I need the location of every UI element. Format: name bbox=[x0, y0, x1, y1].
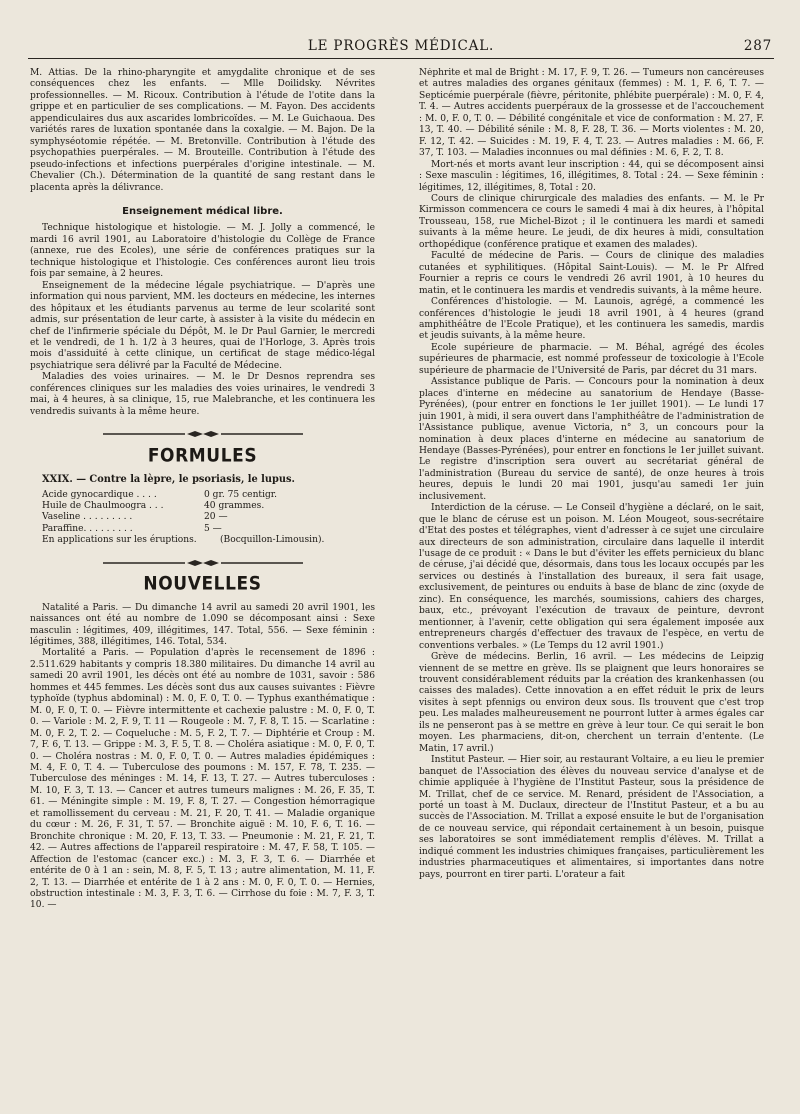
paragraph-institut-pasteur: Institut Pasteur. — Hier soir, au restaurant Voltaire, a eu lieu le premier banquet de l'Association des élèves du nouveau service d'analyse et de chimie appliquée à l'hygiène de l'Institut Pasteur, sous la présidence de M. Trillat, chef de ce service. M. Renard, président de l'Association, a porté un toast à M. Duclaux, directeur de l'Institut Pasteur, et a bu au succès de l'Association. M. Trillat a exposé ensuite le but de l'organisation de ce nouveau service, qui répondait certainement à un besoin, puisque ses laboratoires se sont immédiatement remplis d'élèves. M. Trillat a indiqué comment les industries chimiques françaises, particulièrement les industries pharmaceutiques et alimentaires, si importantes dans notre pays, pourront en tirer parti. L'orateur a fait bbox=[419, 755, 764, 880]
paragraph-mortalite-continued: Néphrite et mal de Bright : M. 17, F. 9, T. 26. — Tumeurs non cancéreuses et autres maladies des organes génitaux (femmes) : M. 1, F. 6, T. 7. — Septicémie puerpérale (fièvre, péritonite, phlébite puerpérale) : M. 0, F. 4, T. 4. — Autres accidents puerpéraux de la grossesse et de l'accouchement : M. 0, F. 0, T. 0. — Débilité congénitale et vice de conformation : M. 27, F. 13, T. 40. — Débilité sénile : M. 8, F. 28, T. 36. — Morts violentes : M. 20, F. 12, T. 42. — Suicides : M. 19, F. 4, T. 23. — Autres maladies : M. 66, F. 37, T. 103. — Maladies inconnues ou mal définies : M. 6, F. 2, T. 8. bbox=[419, 68, 764, 159]
nouvelles-heading: NOUVELLES bbox=[143, 573, 262, 596]
formula-quantity: 40 grammes. bbox=[204, 500, 265, 511]
section-title-enseignement: Enseignement médical libre. bbox=[122, 205, 283, 217]
paragraph-medecine-legale: Enseignement de la médecine légale psychiatrique. — D'après une information qui nous parvient, MM. les docteurs en médecine, les internes des hôpitaux et les étudiants parvenus au terme de leur scolarité sont admis, sur présentation de leur carte, à assister à la visite du médecin en chef de l'infirmerie spéciale du Dépôt, M. le Dr Paul Garnier, le mercredi et le vendredi, de 1 h. 1/2 à 3 heures, quai de l'Horloge, 3. Après trois mois d'assiduité à cette clinique, un certificat de stage médico-légal psychiatrique sera délivré par la Faculté de Médecine. bbox=[30, 280, 375, 371]
paragraph-voies-urinaires: Maladies des voies urinaires. — M. le Dr Desnos reprendra ses conférences cliniques sur les maladies des voies urinaires, le vendredi 3 mai, à 4 heures, à sa clinique, 15, rue Malebranche, et les continuera les vendredis suivants à la même heure. bbox=[30, 372, 375, 417]
running-head bbox=[28, 38, 774, 59]
thesis-list-paragraph: M. Attias. De la rhino-pharyngite et amygdalite chronique et de ses conséquences chez les enfants. — Mlle Doilidsky. Névrites professionnelles. — M. Ricoux. Contribution à l'étude de l'otite dans la grippe et en particulier de ses complications. — M. Fayon. Des accidents appendiculaires dus aux ascarides lombricoïdes. — M. Le Guichaoua. Des variétés rares de luxation spontanée dans la coxalgie. — M. Bajon. De la symphyséotomie répétée. — M. Bretonville. Contribution à l'étude des psychopathies puerpérales. — M. Brouteille. Contribution à l'étude des pseudo-infections et infections puerpérales d'origine intestinale. — M. Chevalier (Ch.). Détermination de la quantité de sang restant dans le placenta après la délivrance. bbox=[30, 68, 375, 193]
paragraph-natalite: Natalité a Paris. — Du dimanche 14 avril au samedi 20 avril 1901, les naissances ont été au nombre de 1.090 se décomposant ainsi : Sexe masculin : légitimes, 409, illégitimes, 147. Total, 556. — Sexe féminin : légitimes, 388, illégitimes, 146. Total, 534. bbox=[30, 602, 375, 648]
formula-row bbox=[30, 524, 375, 535]
formula-title: XXIX. — Contre la lèpre, le psoriasis, le lupus. bbox=[42, 474, 295, 486]
formula-row bbox=[30, 512, 375, 523]
formula-application: En applications sur les éruptions. bbox=[42, 535, 197, 546]
formula-ingredient: Paraffine. . . . . . . . . bbox=[42, 523, 133, 534]
paragraph-greve-medecins: Grève de médecins. Berlin, 16 avril. — Les médecins de Leipzig viennent de se mettre en grève. Ils se plaignent que leurs honoraires se trouvent considérablement réduits par la création des krankenhassen (ou caisses des malades). Cette innovation a en effet réduit le prix de leurs visites à sept pfennigs ou environ deux sous. Ils trouvent que c'est trop peu. Les malades malheureusement ne pourront lutter à armes égales car ils ne penseront pas à se mettre en grève à leur tour. Ce qui serait le bon moyen. Les pharmaciens, dit-on, cherchent un terrain d'entente. (Le Matin, 17 avril.) bbox=[419, 652, 764, 754]
paragraph-cours-clinique: Cours de clinique chirurgicale des maladies des enfants. — M. le Pr Kirmisson commencera ce cours le samedi 4 mai à dix heures, à l'hôpital Trousseau, 158, rue Michel-Bizot ; il le continuera les mardi et samedi suivants à la même heure. Le jeudi, de dix heures à midi, consultation orthopédique (conférence pratique et examen des malades). bbox=[419, 193, 764, 250]
paragraph-mort-nes: Mort-nés et morts avant leur inscription : 44, qui se décomposent ainsi : Sexe masculin : légitimes, 16, illégitimes, 8. Total : 24. — Sexe féminin : légitimes, 12, illégitimes, 8, Total : 20. bbox=[419, 159, 764, 193]
ornament-divider-icon bbox=[30, 430, 375, 442]
formula-row bbox=[30, 490, 375, 501]
formula-quantity: 20 — bbox=[204, 512, 228, 523]
ornament-divider-icon bbox=[30, 559, 375, 571]
right-column bbox=[419, 68, 764, 1098]
page-number: 287 bbox=[743, 38, 772, 54]
paragraph-technique-histologique: Technique histologique et histologie. — M. J. Jolly a commencé, le mardi 16 avril 1901, au Laboratoire d'histologie du Collège de France (annexe, rue des Ecoles), une série de conférences pratiques sur la technique histologique et l'histologie. Ces conférences auront lieu trois fois par semaine, à 2 heures. bbox=[30, 223, 375, 280]
formula-quantity: 5 — bbox=[204, 523, 222, 534]
formula-row bbox=[30, 501, 375, 512]
formula-ingredient: Huile de Chaulmoogra . . . bbox=[42, 500, 164, 511]
left-column bbox=[30, 68, 375, 1098]
formula-application-row bbox=[30, 535, 375, 546]
formula-source: (Bocquillon-Limousin). bbox=[220, 535, 325, 546]
paragraph-conferences-histologie: Conférences d'histologie. — M. Launois, agrégé, a commencé les conférences d'histologie le jeudi 18 avril 1901, à 4 heures (grand amphithéâtre de l'Ecole Pratique), et les continuera les samedis, mardis et jeudis suivants, à la même heure. bbox=[419, 297, 764, 342]
paragraph-ecole-pharmacie: Ecole supérieure de pharmacie. — M. Béhal, agrégé des écoles supérieures de pharmacie, est nommé professeur de toxicologie à l'Ecole supérieure de pharmacie de l'Université de Paris, par décret du 31 mars. bbox=[419, 342, 764, 376]
formula-ingredient: Vaseline . . . . . . . . . bbox=[42, 512, 133, 523]
journal-title: LE PROGRÈS MÉDICAL. bbox=[307, 38, 495, 54]
paragraph-interdiction-ceruse: Interdiction de la céruse. — Le Conseil d'hygiène a déclaré, on le sait, que le blanc de céruse est un poison. M. Léon Mougeot, sous-secrétaire d'Etat des postes et télégraphes, vient d'adresser à ce sujet une circulaire aux directeurs de son administration, circulaire dans laquelle il interdit l'usage de ce produit : « Dans le but d'éviter les effets pernicieux du blanc de céruse, j'ai décidé que, désormais, dans tous les locaux occupés par les services ou destinés à l'installation des bureaux, il sera fait usage, exclusivement, de peintures ou enduits à base de blanc de zinc (oxyde de zinc). En conséquence, les marchés, soumissions, cahiers des charges, baux, etc., prévoyant l'exécution de travaux de peinture, devront mentionner, à l'avenir, cette obligation qui sera également imposée aux entrepreneurs chargés d'effectuer des travaux de l'espèce, en vertu de conventions verbales. » (Le Temps du 12 avril 1901.) bbox=[419, 503, 764, 651]
paragraph-assistance-publique: Assistance publique de Paris. — Concours pour la nomination à deux places d'interne en médecine au sanatorium de Hendaye (Basse-Pyrénées), (pour entrer en fonctions le 1er juillet 1901). — Le lundi 17 juin 1901, à midi, il sera ouvert dans l'amphithéâtre de l'administration de l'Assistance publique, avenue Victoria, n° 3, un concours pour la nomination à deux places d'interne en médecine au sanatorium de Hendaye (Basses-Pyrénées), pour entrer en fonctions le 1er juillet suivant. Le registre d'inscription sera ouvert au secrétariat général de l'administration (Bureau du service de santé), de onze heures à trois heures, depuis le lundi 20 mai 1901, jusqu'au samedi 1er juin inclusivement. bbox=[419, 377, 764, 502]
formula-quantity: 0 gr. 75 centigr. bbox=[204, 489, 278, 500]
paragraph-faculte-medecine: Faculté de médecine de Paris. — Cours de clinique des maladies cutanées et syphilitiques. (Hôpital Saint-Louis). — M. le Pr Alfred Fournier a repris ce cours le vendredi 26 avril 1901, à 10 heures du matin, et le continuera les mardis et vendredis suivants, à la même heure. bbox=[419, 251, 764, 296]
formules-heading: FORMULES bbox=[147, 444, 258, 467]
paragraph-mortalite: Mortalité a Paris. — Population d'après le recensement de 1896 : 2.511.629 habitants y compris 18.380 militaires. Du dimanche 14 avril au samedi 20 avril 1901, les décès ont été au nombre de 1031, savoir : 586 hommes et 445 femmes. Les décès sont dus aux causes suivantes : Fièvre typhoïde (typhus abdominal) : M. 0, F. 0, T. 0. — Typhus exanthématique : M. 0, F. 0, T. 0. — Fièvre intermittente et cachexie palustre : M. 0, F. 0, T. 0. — Variole : M. 2, F. 9, T. 11 — Rougeole : M. 7, F. 8, T. 15. — Scarlatine : M. 0, F. 2, T. 2. — Coqueluche : M. 5, F. 2, T. 7. — Diphtérie et Croup : M. 7, F. 6, T. 13. — Grippe : M. 3, F. 5, T. 8. — Choléra asiatique : M. 0, F. 0, T. 0. — Choléra nostras : M. 0, F. 0, T. 0. — Autres maladies épidémiques : M. 4, F. 0, T. 4. — Tuberculose des poumons : M. 157, F. 78, T. 235. — Tuberculose des méninges : M. 14, F. 13, T. 27. — Autres tuberculoses : M. 10, F. 3, T. 13. — Cancer et autres tumeurs malignes : M. 26, F. 35, T. 61. — Méningite simple : M. 19, F. 8, T. 27. — Congestion hémorragique et ramollissement du cerveau : M. 21, F. 20, T. 41. — Maladie organique du cœur : M. 26, F. 31, T. 57. — Bronchite aiguë : M. 10, F. 6, T. 16. — Bronchite chronique : M. 20, F. 13, T. 33. — Pneumonie : M. 21, F. 21, T. 42. — Autres affections de l'appareil respiratoire : M. 47, F. 58, T. 105. — Affection de l'estomac (cancer exc.) : M. 3, F. 3, T. 6. — Diarrhée et entérite de 0 à 1 an : sein, M. 8, F. 5, T. 13 ; autre alimentation, M. 11, F. 2, T. 13. — Diarrhée et entérite de 1 à 2 ans : M. 0, F. 0, T. 0. — Hernies, obstruction intestinale : M. 3, F. 3, T. 6. — Cirrhose du foie : M. 7, F. 3, T. 10. — bbox=[30, 648, 375, 911]
formula-ingredient: Acide gynocardique . . . . bbox=[42, 489, 157, 500]
